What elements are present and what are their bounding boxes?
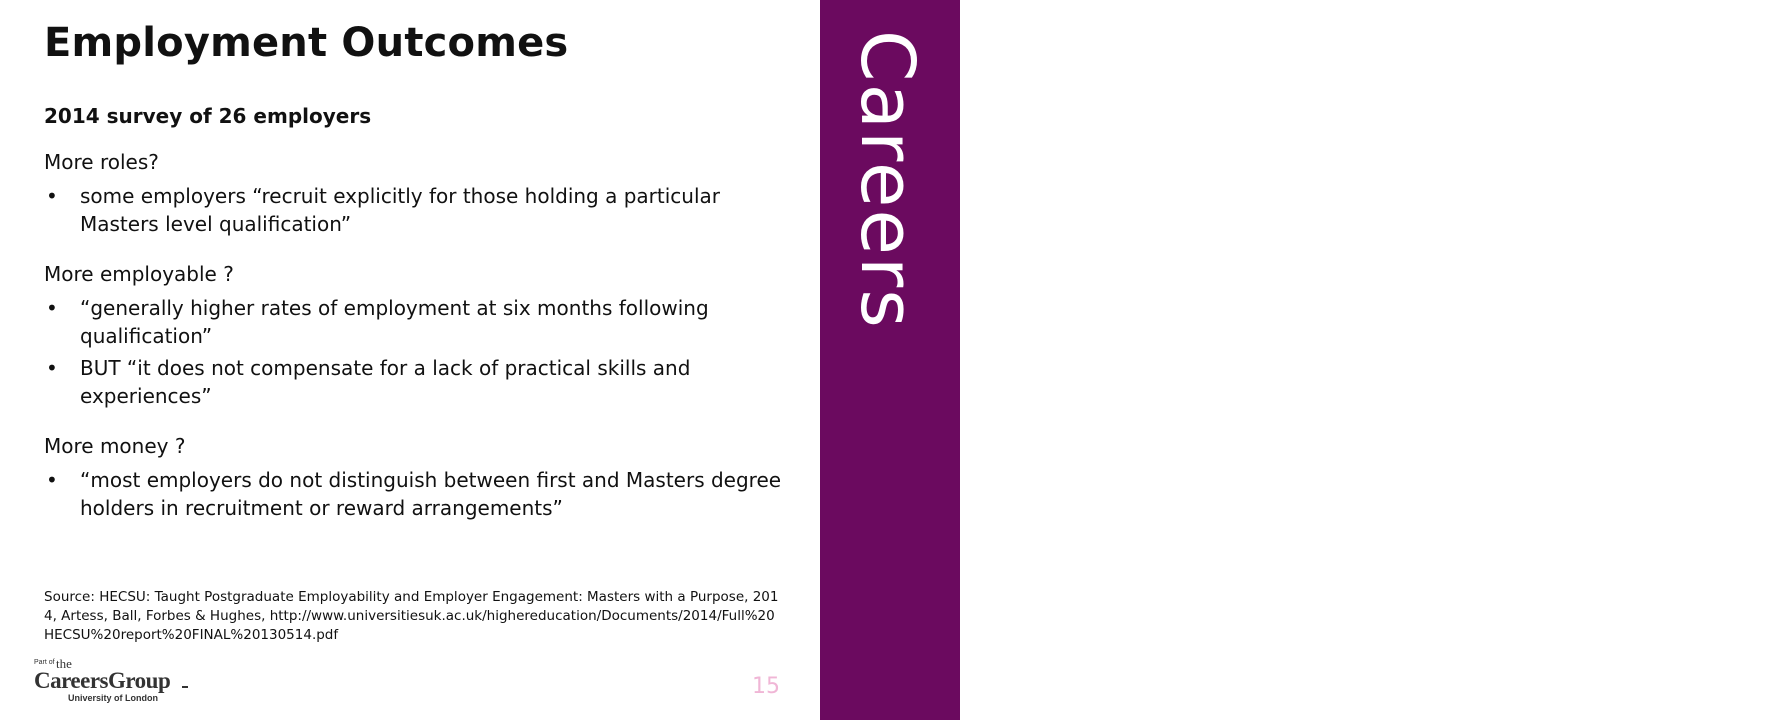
bullet-icon: •: [46, 184, 58, 208]
bullet-text: BUT “it does not compensate for a lack of practical skills and experiences”: [80, 356, 691, 408]
logo-careers-group: CareersGroup: [34, 668, 171, 693]
queen-mary-sub: University of London: [1682, 682, 1755, 691]
bullet-list-money: [44, 466, 804, 522]
queen-mary-name: Queen Mary: [1681, 661, 1775, 680]
bullet-item: [44, 466, 804, 522]
section-heading-money: More money ?: [44, 434, 186, 458]
bullet-icon: •: [46, 296, 58, 320]
bullet-item: [44, 354, 804, 410]
bullet-text: “generally higher rates of employment at six months following qualification”: [80, 296, 709, 348]
bullet-text: some employers “recruit explicitly for those holding a particular Masters level qualification”: [80, 184, 720, 236]
slide-title: Employment Outcomes: [44, 20, 569, 66]
slide-content: [44, 148, 804, 526]
bullet-icon: •: [46, 356, 58, 380]
logo-the: the: [56, 656, 72, 671]
bullet-text: “most employers do not distinguish between first and Masters degree holders in recruitment or reward arrangements”: [80, 468, 782, 520]
section-heading-employable: More employable ?: [44, 262, 234, 286]
slide-subtitle: 2014 survey of 26 employers: [44, 104, 372, 128]
logo-university: University of London: [68, 693, 158, 703]
crown-icon: [1652, 662, 1676, 686]
careers-group-logo: [30, 652, 200, 708]
sidebar-careers-word: [820, 0, 960, 420]
section-heading-roles: More roles?: [44, 150, 159, 174]
bullet-item: [44, 182, 804, 238]
page-number: 15: [752, 674, 780, 699]
sidebar-band: [820, 0, 1775, 720]
bullet-list-roles: [44, 182, 804, 238]
bullet-list-employable: [44, 294, 804, 410]
bullet-item: [44, 294, 804, 350]
logo-part-of: Part of: [34, 659, 55, 666]
careers-vertical-text: Careers: [844, 30, 930, 330]
bullet-icon: •: [46, 468, 58, 492]
source-citation: Source: HECSU: Taught Postgraduate Employability and Employer Engagement: Masters with a Purpose, 2014, Artess, Ball, Forbes & Hughes, http://www.universitiesuk.ac.uk/highereducation/Documents/2014/Full%20HECSU%20report%20FINAL%20130514.pdf: [44, 589, 779, 643]
queen-mary-logo: [1646, 656, 1776, 696]
